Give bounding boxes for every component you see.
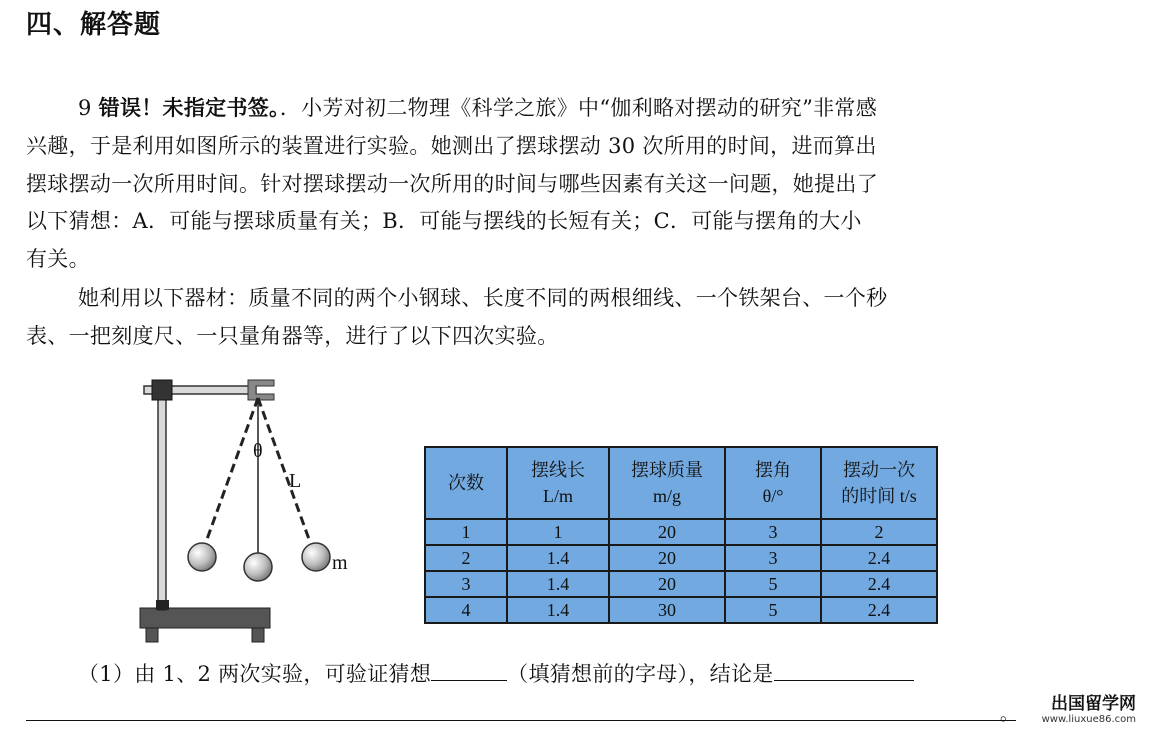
string-left-dashed	[206, 398, 258, 542]
question-line-5: 有关。	[26, 247, 90, 271]
stand-pole	[158, 382, 166, 610]
table-cell: 3	[725, 519, 821, 545]
ball-right	[302, 543, 330, 571]
watermark-site-url: www.liuxue86.com	[1041, 714, 1136, 725]
label-length: L	[289, 470, 302, 492]
header-time: 摆动一次 的时间 t/s	[821, 447, 937, 519]
table-cell: 4	[425, 597, 507, 623]
stand-foot-right	[252, 628, 264, 642]
subquestion-1	[78, 658, 914, 688]
table-header-row	[425, 447, 937, 519]
table-cell: 2.4	[821, 571, 937, 597]
table-cell: 5	[725, 571, 821, 597]
bookmark-error: 错误！未指定书签。	[98, 96, 280, 120]
table-cell: 2	[425, 545, 507, 571]
question-line-1: ．小芳对初二物理《科学之旅》中“伽利略对摆动的研究”非常感	[279, 96, 878, 120]
question-line-2: 兴趣，于是利用如图所示的装置进行实验。她测出了摆球摆动 30 次所用的时间，进而算出	[26, 134, 877, 158]
table-row	[425, 545, 937, 571]
table-row	[425, 571, 937, 597]
table-cell: 3	[725, 545, 821, 571]
materials-line-1: 她利用以下器材：质量不同的两个小钢球、长度不同的两根细线、一个铁架台、一个秒	[78, 286, 888, 310]
hook	[248, 380, 274, 400]
table-row	[425, 597, 937, 623]
ball-center	[244, 553, 272, 581]
header-mass: 摆球质量 m/g	[609, 447, 725, 519]
ball-left	[188, 543, 216, 571]
question-first-line	[78, 92, 877, 122]
header-length: 摆线长 L/m	[507, 447, 609, 519]
table-cell: 20	[609, 545, 725, 571]
bottom-rule	[26, 720, 1016, 721]
subquestion-1-text-b: （填猜想前的字母），结论是	[507, 662, 774, 686]
table-cell: 20	[609, 571, 725, 597]
header-trial: 次数	[425, 447, 507, 519]
answer-blank-conclusion[interactable]	[774, 660, 914, 681]
table-cell: 5	[725, 597, 821, 623]
trailing-period: 。	[1000, 704, 1019, 725]
watermark-site-name: 出国留学网	[1051, 694, 1136, 714]
question-line-3: 摆球摆动一次所用时间。针对摆球摆动一次所用的时间与哪些因素有关这一问题，她提出了	[26, 172, 878, 196]
table-cell: 1.4	[507, 597, 609, 623]
table-cell: 20	[609, 519, 725, 545]
arm-clamp	[152, 380, 172, 400]
experiment-table	[424, 446, 938, 624]
answer-blank-guess[interactable]	[431, 660, 507, 681]
pendulum-figure	[130, 368, 370, 648]
table-cell: 1.4	[507, 571, 609, 597]
pole-clamp-bottom	[156, 600, 169, 610]
label-theta: θ	[253, 440, 263, 462]
section-heading: 四、解答题	[26, 10, 162, 40]
table-cell: 30	[609, 597, 725, 623]
question-line-4: 以下猜想：A．可能与摆球质量有关；B．可能与摆线的长短有关；C．可能与摆角的大小	[26, 209, 862, 233]
site-watermark	[1042, 689, 1136, 725]
header-angle: 摆角 θ/°	[725, 447, 821, 519]
table-cell: 2.4	[821, 597, 937, 623]
subquestion-1-text-a: （1）由 1、2 两次实验，可验证猜想	[78, 662, 432, 686]
table-cell: 1	[425, 519, 507, 545]
table-cell: 1	[507, 519, 609, 545]
label-mass: m	[332, 552, 348, 574]
materials-line-2: 表、一把刻度尺、一只量角器等，进行了以下四次实验。	[26, 324, 559, 348]
stand-foot-left	[146, 628, 158, 642]
table-cell: 2.4	[821, 545, 937, 571]
table-cell: 2	[821, 519, 937, 545]
table-cell: 1.4	[507, 545, 609, 571]
stand-base	[140, 608, 270, 628]
question-number: 9	[78, 96, 92, 120]
table-cell: 3	[425, 571, 507, 597]
string-right-dashed	[258, 398, 310, 542]
table-row	[425, 519, 937, 545]
